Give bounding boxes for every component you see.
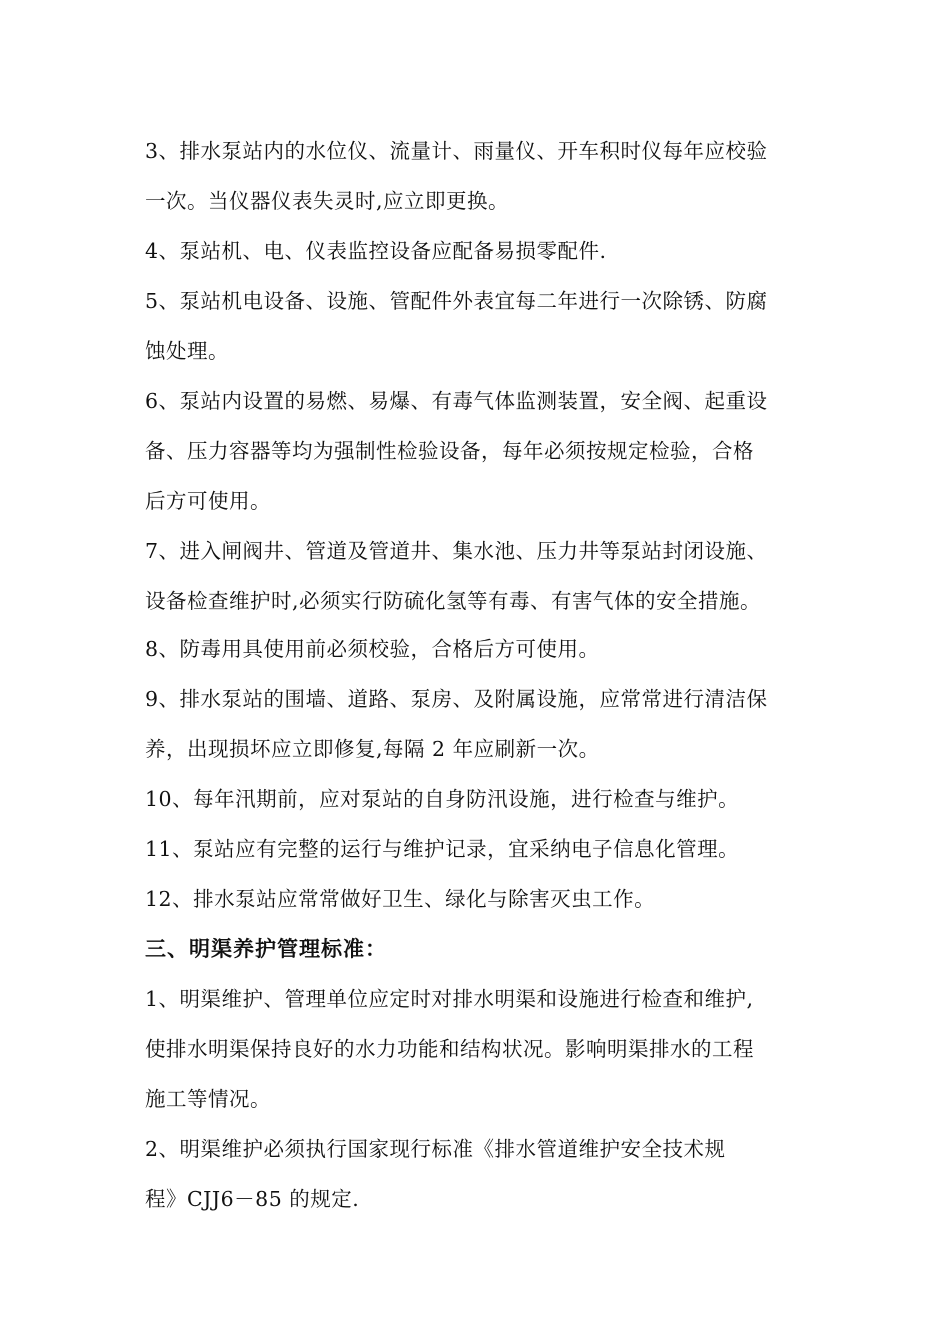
paragraph-line: 4、泵站机、电、仪表监控设备应配备易损零配件. <box>145 239 607 263</box>
paragraph-line: 3、排水泵站内的水位仪、流量计、雨量仪、开车积时仪每年应校验 <box>145 139 768 163</box>
paragraph-line: 一次。当仪器仪表失灵时,应立即更换。 <box>145 189 510 213</box>
paragraph-line: 5、泵站机电设备、设施、管配件外表宜每二年进行一次除锈、防腐 <box>145 289 768 313</box>
paragraph-line: 使排水明渠保持良好的水力功能和结构状况。影响明渠排水的工程 <box>145 1037 754 1061</box>
paragraph-line: 施工等情况。 <box>145 1087 271 1111</box>
paragraph-line: 10、每年汛期前，应对泵站的自身防汛设施，进行检查与维护。 <box>145 787 740 811</box>
paragraph-line: 9、排水泵站的围墙、道路、泵房、及附属设施，应常常进行清洁保 <box>145 687 768 711</box>
paragraph-line: 12、排水泵站应常常做好卫生、绿化与除害灭虫工作。 <box>145 887 656 911</box>
paragraph-line: 蚀处理。 <box>145 339 229 363</box>
paragraph-line: 1、明渠维护、管理单位应定时对排水明渠和设施进行检查和维护, <box>145 987 754 1011</box>
section-heading: 三、明渠养护管理标准： <box>145 937 387 961</box>
paragraph-line: 8、防毒用具使用前必须校验，合格后方可使用。 <box>145 637 600 661</box>
paragraph-line: 程》CJJ6－85 的规定. <box>145 1187 360 1211</box>
paragraph-line: 2、明渠维护必须执行国家现行标准《排水管道维护安全技术规 <box>145 1137 726 1161</box>
paragraph-line: 6、泵站内设置的易燃、易爆、有毒气体监测装置，安全阀、起重设 <box>145 389 768 413</box>
paragraph-line: 后方可使用。 <box>145 489 271 513</box>
paragraph-line: 7、进入闸阀井、管道及管道井、集水池、压力井等泵站封闭设施、 <box>145 539 768 563</box>
paragraph-line: 11、泵站应有完整的运行与维护记录，宜采纳电子信息化管理。 <box>145 837 740 861</box>
paragraph-line: 养，出现损坏应立即修复,每隔 2 年应刷新一次。 <box>145 737 600 761</box>
paragraph-line: 设备检查维护时,必须实行防硫化氢等有毒、有害气体的安全措施。 <box>145 589 762 613</box>
paragraph-line: 备、压力容器等均为强制性检验设备，每年必须按规定检验，合格 <box>145 439 754 463</box>
